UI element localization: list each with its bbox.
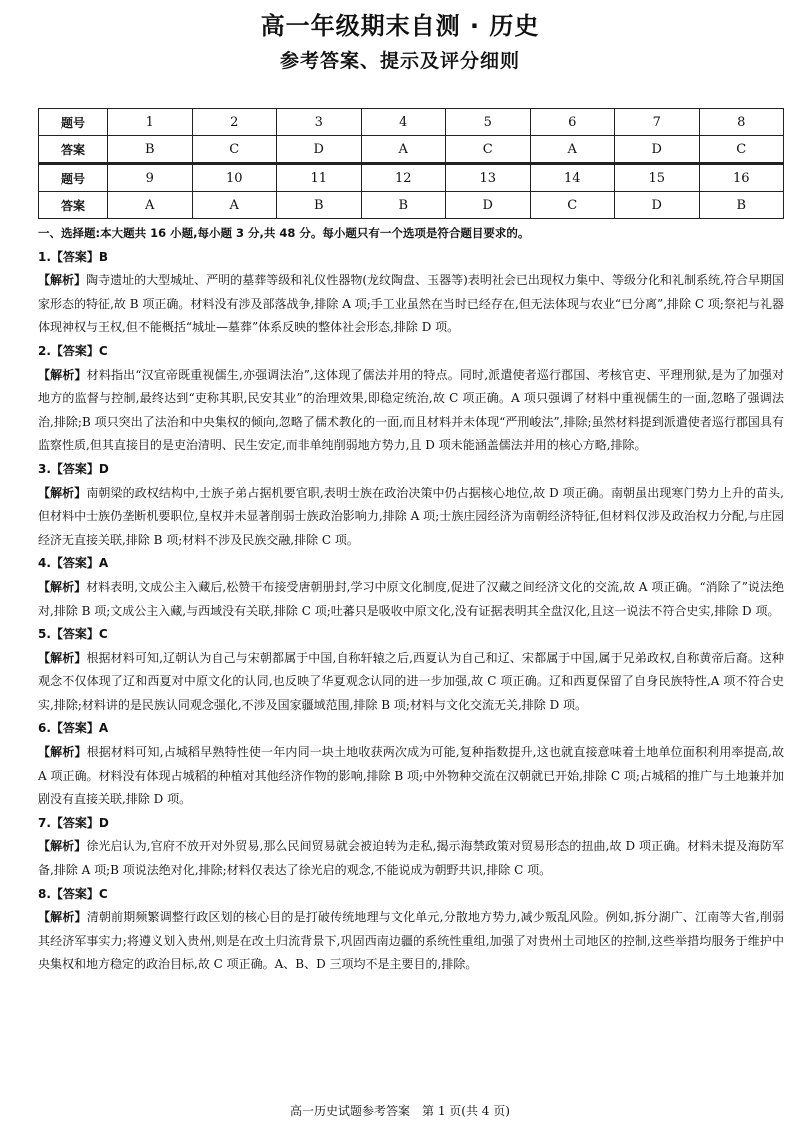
answer-cell: B bbox=[699, 192, 784, 219]
answer-cell: C bbox=[699, 136, 784, 164]
answer-cell: C bbox=[530, 192, 615, 219]
question-1-explanation bbox=[38, 269, 784, 340]
explanation-text: 根据材料可知,占城稻早熟特性使一年内同一块土地收获两次成为可能,复种指数提升,这也就直接意味着土地单位面积利用率提高,故 A 项正确。材料没有体现占城稻的种植对其他经济作物的影响,排除 B 项;中外物种交流在汉朝就已开始,排除 C 项;占城稻的推广与土地兼并加剧没有直接关联,排除 D 项。 bbox=[38, 745, 784, 807]
question-number-cell: 12 bbox=[361, 164, 446, 192]
table-row-numbers-1 bbox=[39, 109, 784, 136]
answer-cell: B bbox=[108, 136, 193, 164]
question-3-explanation bbox=[38, 482, 784, 553]
question-number-cell: 14 bbox=[530, 164, 615, 192]
page-title: 高一年级期末自测 · 历史 bbox=[260, 12, 540, 40]
question-7-explanation bbox=[38, 835, 784, 882]
question-number-cell: 9 bbox=[108, 164, 193, 192]
explanation-text: 材料表明,文成公主入藏后,松赞干布接受唐朝册封,学习中原文化制度,促进了汉藏之间经济文化的交流,故 A 项正确。“消除了”说法绝对,排除 B 项;文成公主入藏,与西域没有关联,排除 C 项;吐蕃只是吸收中原文化,没有证据表明其全盘汉化,且这一说法不符合史实,排除 D 项。 bbox=[38, 579, 784, 618]
question-number-cell: 1 bbox=[108, 109, 193, 136]
answer-cell: D bbox=[615, 192, 700, 219]
row-label-answer: 答案 bbox=[39, 192, 108, 219]
question-number-cell: 2 bbox=[192, 109, 277, 136]
explanation-tag: 【解析】 bbox=[38, 273, 87, 288]
question-4-explanation bbox=[38, 576, 784, 623]
answer-cell: C bbox=[192, 136, 277, 164]
answer-cell: A bbox=[530, 136, 615, 164]
question-6-answer: 6.【答案】A bbox=[38, 721, 109, 736]
explanation-text: 根据材料可知,辽朝认为自己与宋朝都属于中国,自称轩辕之后,西夏认为自己和辽、宋都属于中国,属于兄弟政权,自称黄帝后裔。这种观念不仅体现了辽和西夏对中原文化的认同,也反映了华夏观念认同的进一步加强,故 C 项正确。辽和西夏保留了自身民族特性,A 项不符合史实,排除;材料讲的是民族认同观念强化,不涉及国家疆域范围,排除 B 项;材料与文化交流无关,排除 D 项。 bbox=[38, 650, 784, 712]
explanation-text: 材料指出“汉宣帝既重视儒生,亦强调法治”,这体现了儒法并用的特点。同时,派遣使者巡行郡国、考核官吏、平理刑狱,是为了加强对地方的监督与控制,最终达到“吏称其职,民安其业”的治理效果,即稳定统治,故 C 项正确。A 项只强调了材料中重视儒生的一面,忽略了强调法治,排除;B 项只突出了法治和中央集权的倾向,忽略了儒术教化的一面,而且材料并未体现“严刑峻法”,排除;虽然材料提到派遣使者巡行郡国具有监察性质,但其直接目的是吏治清明、民生安定,而非单纯削弱地方势力,且 D 项未能涵盖儒法并用的核心方略,排除。 bbox=[38, 367, 784, 453]
answer-cell: C bbox=[446, 136, 531, 164]
answer-explanations bbox=[38, 222, 784, 977]
question-8-answer: 8.【答案】C bbox=[38, 886, 108, 901]
answer-cell: D bbox=[446, 192, 531, 219]
answer-cell: D bbox=[615, 136, 700, 164]
question-8-explanation bbox=[38, 906, 784, 977]
question-7-answer: 7.【答案】D bbox=[38, 815, 109, 830]
answer-cell: B bbox=[361, 192, 446, 219]
answer-cell: A bbox=[108, 192, 193, 219]
explanation-text: 南朝梁的政权结构中,士族子弟占据机要官职,表明士族在政治决策中仍占据核心地位,故 D 项正确。南朝虽出现寒门势力上升的苗头,但材料中士族仍垄断机要职位,皇权并未显著削弱士族政治影响力,排除 A 项;士族庄园经济为南朝经济特征,但材料仅涉及政治权力分配,与庄园经济无直接关联,排除 B 项;材料不涉及民族交融,排除 C 项。 bbox=[38, 485, 784, 547]
explanation-tag: 【解析】 bbox=[38, 579, 87, 594]
question-5-explanation bbox=[38, 647, 784, 718]
explanation-text: 陶寺遗址的大型城址、严明的墓葬等级和礼仪性器物(龙纹陶盘、玉器等)表明社会已出现权力集中、等级分化和礼制系统,符合早期国家形态的特征,故 B 项正确。材料没有涉及部落战争,排除 A 项;手工业虽然在当时已经存在,但无法体现与农业“已分离”,排除 C 项;祭祀与礼器体现神权与王权,但不能概括“城址—墓葬”体系反映的整体社会形态,排除 D 项。 bbox=[38, 273, 784, 335]
question-number-cell: 5 bbox=[446, 109, 531, 136]
question-1-answer: 1.【答案】B bbox=[38, 249, 109, 264]
answer-cell: B bbox=[277, 192, 362, 219]
question-number-cell: 6 bbox=[530, 109, 615, 136]
row-label-answer: 答案 bbox=[39, 136, 108, 164]
question-3-answer: 3.【答案】D bbox=[38, 461, 109, 476]
question-number-cell: 16 bbox=[699, 164, 784, 192]
question-number-cell: 13 bbox=[446, 164, 531, 192]
page-footer: 高一历史试题参考答案 第 1 页(共 4 页) bbox=[290, 1104, 510, 1118]
answer-table bbox=[38, 108, 784, 219]
answer-cell: A bbox=[192, 192, 277, 219]
question-number-cell: 7 bbox=[615, 109, 700, 136]
question-2-answer: 2.【答案】C bbox=[38, 343, 108, 358]
answer-cell: D bbox=[277, 136, 362, 164]
answer-cell: A bbox=[361, 136, 446, 164]
explanation-tag: 【解析】 bbox=[38, 650, 87, 665]
table-row-answers-2 bbox=[39, 192, 784, 219]
explanation-text: 徐光启认为,官府不放开对外贸易,那么民间贸易就会被迫转为走私,揭示海禁政策对贸易形态的扭曲,故 D 项正确。材料未提及海防军备,排除 A 项;B 项说法绝对化,排除;材料仅表达了徐光启的观念,不能说成为朝野共识,排除 C 项。 bbox=[38, 839, 784, 878]
explanation-tag: 【解析】 bbox=[38, 839, 87, 854]
question-number-cell: 3 bbox=[277, 109, 362, 136]
question-number-cell: 15 bbox=[615, 164, 700, 192]
question-4-answer: 4.【答案】A bbox=[38, 556, 109, 571]
question-number-cell: 4 bbox=[361, 109, 446, 136]
page-subtitle: 参考答案、提示及评分细则 bbox=[279, 50, 520, 72]
explanation-tag: 【解析】 bbox=[38, 485, 87, 500]
explanation-text: 清朝前期频繁调整行政区划的核心目的是打破传统地理与文化单元,分散地方势力,减少叛乱风险。例如,拆分湖广、江南等大省,削弱其经济军事实力;将遵义划入贵州,则是在改土归流背景下,巩固西南边疆的系统性重组,加强了对贵州土司地区的控制,这些举措均服务于维护中央集权和地方稳定的政治目标,故 C 项正确。A、B、D 三项均不是主要目的,排除。 bbox=[38, 910, 784, 972]
row-label-number: 题号 bbox=[39, 164, 108, 192]
table-row-answers-1 bbox=[39, 136, 784, 164]
question-6-explanation bbox=[38, 741, 784, 812]
question-number-cell: 8 bbox=[699, 109, 784, 136]
section-heading: 一、选择题:本大题共 16 小题,每小题 3 分,共 48 分。每小题只有一个选项是符合题目要求的。 bbox=[38, 226, 530, 240]
table-row-numbers-2 bbox=[39, 164, 784, 192]
explanation-tag: 【解析】 bbox=[38, 910, 87, 925]
explanation-tag: 【解析】 bbox=[38, 745, 87, 760]
row-label-number: 题号 bbox=[39, 109, 108, 136]
question-2-explanation bbox=[38, 364, 784, 458]
explanation-tag: 【解析】 bbox=[38, 367, 87, 382]
question-number-cell: 11 bbox=[277, 164, 362, 192]
question-5-answer: 5.【答案】C bbox=[38, 627, 108, 642]
question-number-cell: 10 bbox=[192, 164, 277, 192]
